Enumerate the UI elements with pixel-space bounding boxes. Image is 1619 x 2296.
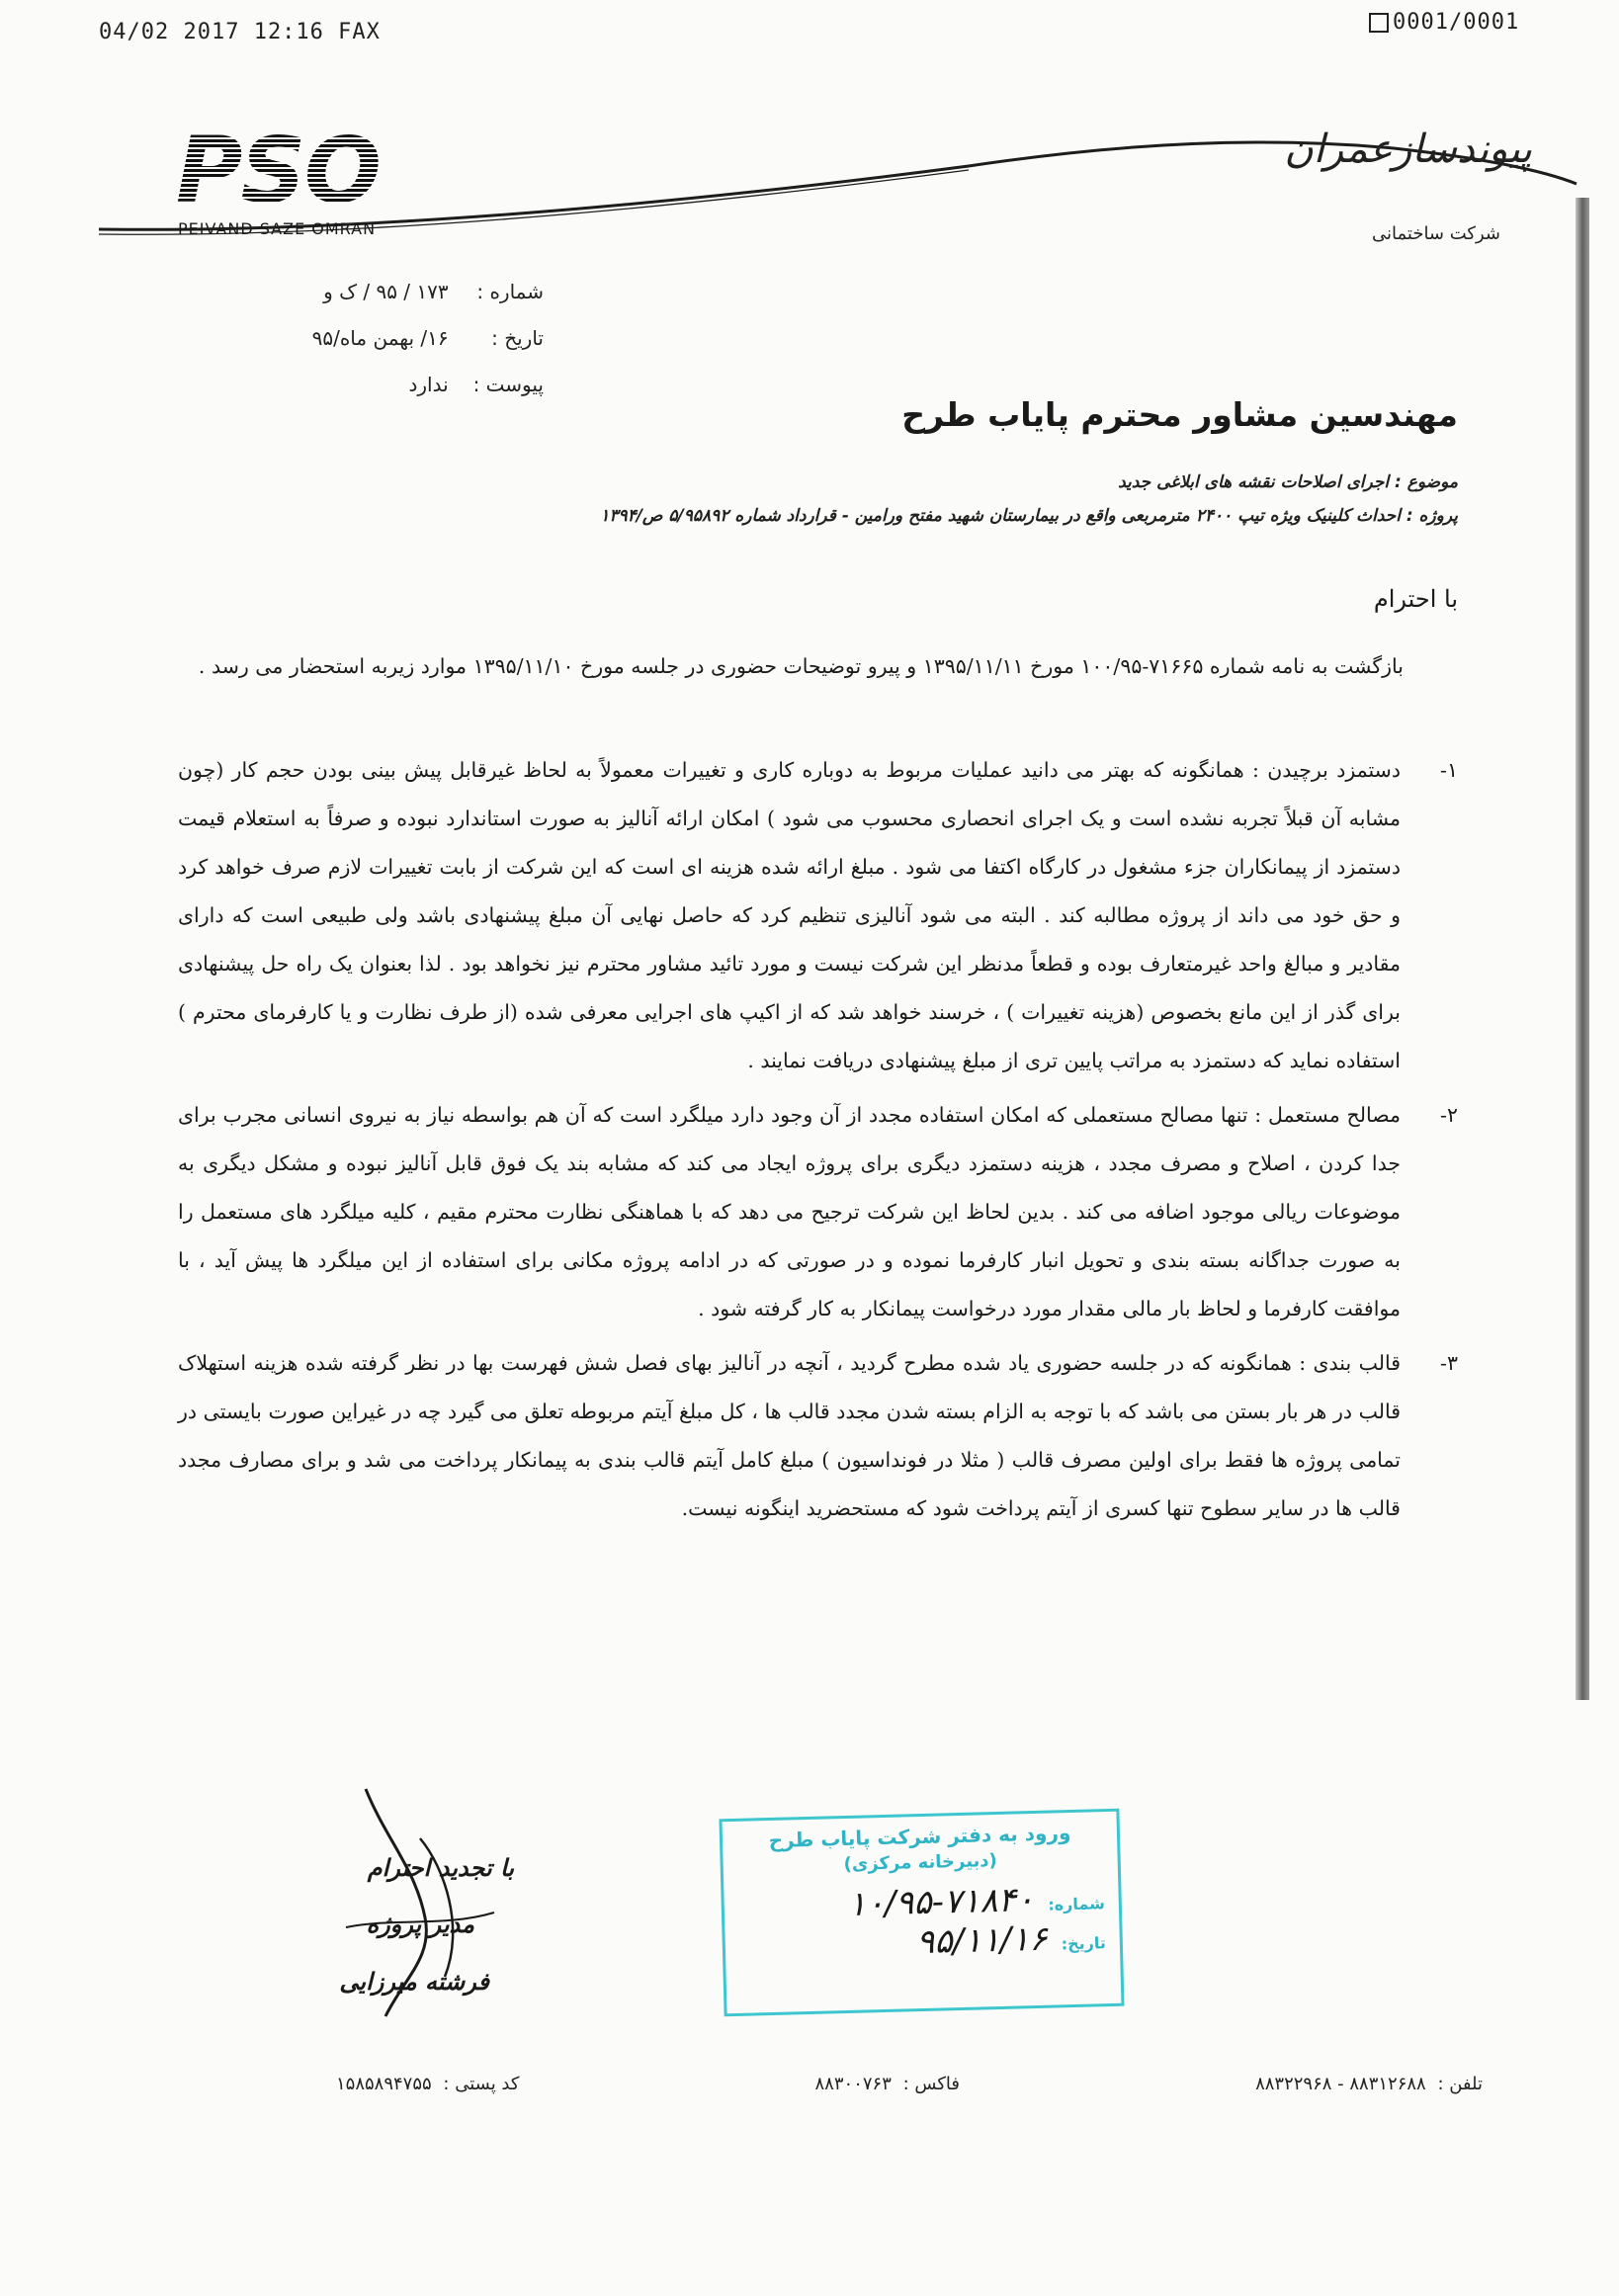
letter-intro: بازگشت به نامه شماره ۷۱۶۶۵-۱۰۰/۹۵ مورخ ۱۳۹۵/۱۱/۱۱ و پیرو توضیحات حضوری در جلسه مورخ ۱۳۹۵/۱۱/۱۰ موارد زیربه استحضار می رسد . bbox=[198, 654, 1404, 678]
company-persian-name: پیوندسازعمران bbox=[1284, 127, 1532, 172]
company-logo bbox=[176, 125, 413, 238]
addressee-heading: مهندسین مشاور محترم پایاب طرح bbox=[901, 395, 1458, 434]
footer-postal bbox=[336, 2074, 519, 2094]
footer-phone bbox=[1255, 2074, 1483, 2094]
body-item-text: قالب بندی : همانگونه که در جلسه حضوری یاد شده مطرح گردید ، آنچه در آنالیز بهای فصل شش فهرست بها در نظر گرفته شده هزینه استهلاک قالب در هر بار بستن می باشد که با توجه به الزام بسته شدن مجدد قالب ها ، کل مبلغ آیتم مربوطه تعلق می گیرد چه در غیراین صورت بایستی در تمامی پروژه ها فقط برای اولین مصرف قالب ( مثلا در فونداسیون ) مبلغ کامل آیتم قالب بندی به پیمانکار پرداخت می شد و برای مصارف مجدد قالب ها در سایر سطوح تنها کسری از آیتم پرداخت شود که مستحضرید اینگونه نیست. bbox=[178, 1351, 1401, 1520]
pso-logo-mark bbox=[176, 125, 413, 223]
stamp-line-2: (دبیرخانه مرکزی) bbox=[843, 1849, 998, 1876]
fax-page-count: 0001/0001 bbox=[1393, 10, 1520, 35]
footer-contacts bbox=[336, 2074, 1483, 2094]
fax-scan-edge bbox=[1576, 198, 1589, 1700]
signature-title: مدیر پروژه bbox=[366, 1910, 474, 1938]
receipt-stamp bbox=[719, 1809, 1124, 2017]
stamp-date-row bbox=[738, 1917, 1106, 1967]
subject-line: موضوع : اجرای اصلاحات نقشه های ابلاغی جدید bbox=[1118, 472, 1458, 492]
stamp-date-value: ۹۵/۱۱/۱۶ bbox=[915, 1918, 1049, 1963]
footer-fax-value: ۸۸۳۰۰۷۶۳ bbox=[814, 2074, 892, 2094]
letter-number-label: شماره : bbox=[476, 280, 544, 303]
body-item-number: ۲- bbox=[1440, 1103, 1458, 1127]
footer-phone-label: تلفن : bbox=[1437, 2074, 1483, 2094]
body-item-3 bbox=[178, 1339, 1458, 1533]
footer-postal-label: کد پستی : bbox=[443, 2074, 520, 2094]
logo-mark-text: PSO bbox=[176, 125, 380, 223]
fax-timestamp: 04/02 2017 12:16 FAX bbox=[99, 20, 381, 44]
footer-fax-label: فاکس : bbox=[902, 2074, 960, 2094]
letter-attachment-value: ندارد bbox=[408, 373, 449, 396]
letter-date-value: ۱۶/ بهمن ماه/۹۵ bbox=[311, 326, 449, 350]
handwritten-signature bbox=[326, 1779, 504, 2036]
footer-fax bbox=[815, 2074, 960, 2094]
company-persian-subtitle: شرکت ساختمانی bbox=[1371, 223, 1500, 244]
signature-closing: با تجدید احترام bbox=[367, 1853, 514, 1882]
signature-name: فرشته میرزایی bbox=[339, 1967, 489, 1996]
letter-attachment-row bbox=[247, 373, 544, 396]
letter-body-items bbox=[178, 746, 1458, 1533]
letter-date-row bbox=[247, 326, 544, 350]
footer-postal-value: ۱۵۸۵۸۹۴۷۵۵ bbox=[336, 2074, 432, 2094]
letter-date-label: تاریخ : bbox=[491, 326, 544, 350]
body-item-1 bbox=[178, 746, 1458, 1085]
letter-attachment-label: پیوست : bbox=[472, 373, 544, 396]
stamp-number-label: شماره: bbox=[1048, 1894, 1106, 1914]
letter-number-value: ۱۷۳ / ۹۵ / ک و bbox=[323, 280, 449, 303]
fax-page-counter bbox=[1369, 10, 1519, 35]
stamp-line-1: ورود به دفتر شرکت پایاب طرح bbox=[768, 1821, 1071, 1853]
body-item-text: دستمزد برچیدن : همانگونه که بهتر می دانید عملیات مربوط به دوباره کاری و تغییرات معمولاً به لحاظ غیرقابل پیش بینی بودن حجم کار (چون مشابه آن قبلاً تجربه نشده است و یک اجرای انحصاری محسوب می شود ) امکان ارائه آنالیز به صورت استاندارد نبوده و صرفاً به استعلام قیمت دستمزد از پیمانکاران جزء مشغول در کارگاه اکتفا می شود . مبلغ ارائه شده هزینه ای است که این شرکت از بابت تغییرات لازم صرف خواهد کرد و حق خود می داند از پروژه مطالبه کند . البته می شود آنالیزی تنظیم کرد که حاصل نهایی آن مبلغ پیشنهادی باشد ولی طبیعی است که دارای مقادیر و مبالغ واحد غیرمتعارف بوده و قطعاً مدنظر این شرکت نیست و مورد تائید مشاور محترم نیز نخواهد بود . لذا بعنوان یک راه حل پیشنهادی برای گذر از این مانع بخصوص (هزینه تغییرات ) ، خرسند خواهد شد که از اکیپ های اجرایی معرفی شده (از طرف نظارت و یا کارفرمای محترم ) استفاده نماید که دستمزد به مراتب پایین تری از مبلغ پیشنهادی دریافت نمایند . bbox=[178, 758, 1401, 1072]
logo-english-name: PEIVAND SAZE OMRAN bbox=[178, 219, 377, 238]
project-line: پروژه : احداث کلینیک ویژه تیپ ۲۴۰۰ مترمربعی واقع در بیمارستان شهید مفتح ورامین - قرارداد شماره ۵/۹۵۸۹۲ ص/۱۳۹۴ bbox=[600, 506, 1458, 526]
body-item-2 bbox=[178, 1091, 1458, 1333]
stamp-number-value: ۱۰/۹۵-۷۱۸۴۰ bbox=[847, 1880, 1035, 1924]
body-item-number: ۱- bbox=[1440, 758, 1458, 782]
greeting: با احترام bbox=[1373, 585, 1458, 613]
body-item-text: مصالح مستعمل : تنها مصالح مستعملی که امکان استفاده مجدد از آن وجود دارد میلگرد است که آن هم بواسطه نیاز به نیروی انسانی مجرب برای جدا کردن ، اصلاح و مصرف مجدد ، هزینه دستمزد دیگری برای پروژه ایجاد می کند که مشابه بند یک فوق قابل آنالیز نبوده و مشکل دیگری به موضوعات ریالی موجود اضافه می کند . بدین لحاظ این شرکت ترجیح می دهد که با هماهنگی نظارت محترم مقیم ، کلیه میلگرد های مستعمل را به صورت جداگانه بسته بندی و تحویل انبار کارفرما نموده و در صورتی که در ادامه پروژه مکانی برای استفاده از این میلگرد ها پیش آید ، با موافقت کارفرما و لحاظ بار مالی مقدار مورد درخواست پیمانکار به کار گرفته شود . bbox=[178, 1103, 1401, 1320]
footer-phone-value: ۸۸۳۱۲۶۸۸ - ۸۸۳۲۲۹۶۸ bbox=[1255, 2074, 1426, 2094]
body-item-number: ۳- bbox=[1440, 1351, 1458, 1375]
letter-number-row bbox=[247, 280, 544, 303]
fax-page-icon bbox=[1369, 13, 1389, 33]
stamp-date-label: تاریخ: bbox=[1061, 1933, 1107, 1954]
